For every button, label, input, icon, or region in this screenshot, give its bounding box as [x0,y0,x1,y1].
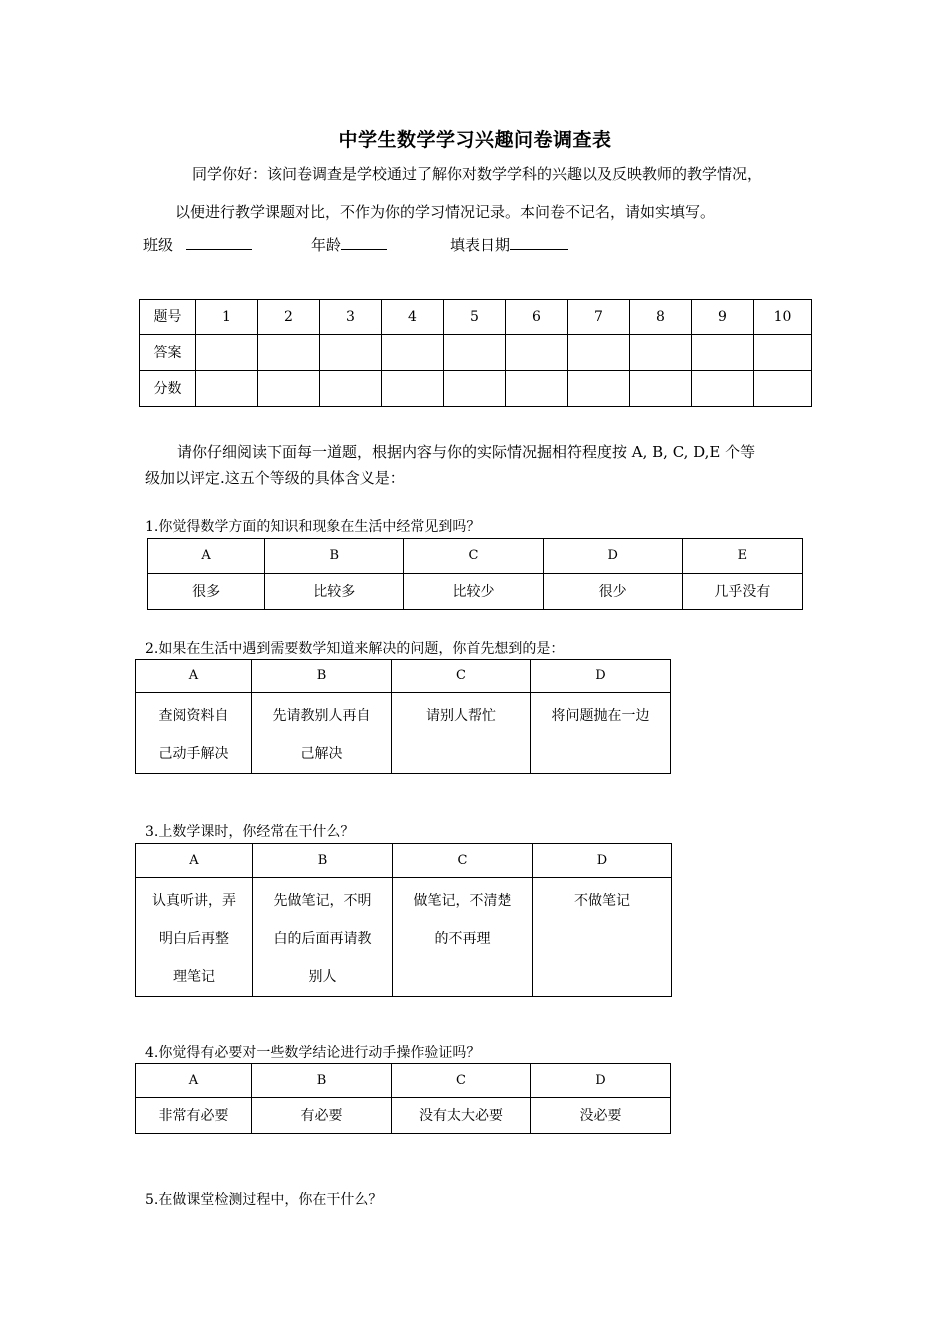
score-row-answer [140,335,812,371]
row-label: 分数 [140,371,196,407]
option-letter: B [265,539,404,574]
option-d-line-1: 不做笔记 [574,893,630,909]
option-c-line-1: 请别人帮忙 [426,708,496,724]
option-letter: C [393,844,533,878]
score-cell[interactable] [568,371,630,407]
option-letter: A [148,539,265,574]
option-c-line-2: 的不再理 [434,931,491,947]
option-b[interactable]: 比较多 [265,574,404,610]
option-letter-row [136,1064,671,1098]
option-letter-row [136,844,672,878]
score-cell[interactable] [630,371,692,407]
option-a[interactable] [136,693,252,774]
option-a[interactable]: 很多 [148,574,265,610]
score-cell[interactable] [444,371,506,407]
question-1-text: 1.你觉得数学方面的知识和现象在生活中经常见到吗？ [145,519,481,535]
score-cell[interactable] [258,371,320,407]
page-title: 中学生数学学习兴趣问卷调查表 [338,129,612,151]
number-cell: 4 [382,300,444,335]
option-text-row [136,878,672,997]
score-cell[interactable] [692,371,754,407]
date-input-line[interactable] [510,235,568,250]
score-cell[interactable] [506,371,568,407]
option-b-line-3: 别人 [308,969,337,985]
option-letter-row [148,539,803,574]
answer-cell[interactable] [320,335,382,371]
option-a[interactable] [136,878,253,997]
question-3-options [135,843,672,997]
answer-cell[interactable] [506,335,568,371]
option-c[interactable]: 比较少 [404,574,543,610]
option-c[interactable]: 没有太大必要 [392,1098,531,1134]
instructions-line-2: 级加以评定.这五个等级的具体含义是： [145,469,405,487]
option-text-row [136,693,671,774]
answer-cell[interactable] [444,335,506,371]
option-letter: A [136,844,253,878]
answer-cell[interactable] [258,335,320,371]
option-letter: C [392,1064,531,1098]
option-c[interactable] [392,693,531,774]
score-row-number [140,300,812,335]
option-letter: C [392,660,531,693]
option-b[interactable]: 有必要 [252,1098,392,1134]
option-text-row [136,1098,671,1134]
option-d-line-1: 将问题抛在一边 [551,708,650,724]
option-c[interactable] [393,878,533,997]
intro-line-1: 同学你好：该问卷调查是学校通过了解你对数学学科的兴趣以及反映教师的教学情况， [192,165,763,183]
score-table [139,299,812,407]
question-4-options [135,1063,671,1134]
score-cell[interactable] [382,371,444,407]
answer-cell[interactable] [382,335,444,371]
age-input-line[interactable] [341,235,387,250]
option-a-line-2: 己动手解决 [158,746,229,762]
option-b-line-2: 己解决 [300,746,343,762]
option-b-line-2: 白的后面再请教 [273,931,372,947]
age-label: 年龄 [311,236,342,254]
date-field [450,235,568,255]
option-a-line-3: 理笔记 [173,969,215,985]
class-field [143,235,252,255]
answer-cell[interactable] [754,335,812,371]
score-cell[interactable] [320,371,382,407]
option-b[interactable] [252,693,392,774]
option-letter: E [682,539,802,574]
number-cell: 2 [258,300,320,335]
option-a-line-1: 认真听讲，弄 [152,893,236,909]
number-cell: 8 [630,300,692,335]
age-field [311,235,387,255]
option-letter: C [404,539,543,574]
answer-cell[interactable] [568,335,630,371]
number-cell: 3 [320,300,382,335]
option-d[interactable] [533,878,672,997]
option-b-line-1: 先请教别人再自 [272,708,371,724]
option-letter-row [136,660,671,693]
question-5-text: 5.在做课堂检测过程中，你在干什么？ [145,1192,383,1208]
row-label: 答案 [140,335,196,371]
option-e[interactable]: 几乎没有 [682,574,802,610]
class-label: 班级 [143,236,174,254]
number-cell: 7 [568,300,630,335]
score-cell[interactable] [196,371,258,407]
option-letter: B [252,1064,392,1098]
option-c-line-1: 做笔记，不清楚 [413,893,512,909]
option-letter: B [253,844,393,878]
option-d[interactable] [531,693,671,774]
number-cell: 9 [692,300,754,335]
option-d[interactable]: 很少 [543,574,682,610]
option-letter: A [136,660,252,693]
option-a-line-2: 明白后再整 [159,931,229,947]
option-b-line-1: 先做笔记，不明 [273,893,372,909]
option-b[interactable] [253,878,393,997]
answer-cell[interactable] [196,335,258,371]
intro-line-2: 以便进行教学课题对比，不作为你的学习情况记录。本问卷不记名，请如实填写。 [175,203,716,221]
number-cell: 6 [506,300,568,335]
option-d[interactable]: 没必要 [531,1098,671,1134]
question-3-text: 3.上数学课时，你经常在干什么？ [145,824,355,840]
score-cell[interactable] [754,371,812,407]
option-letter: D [543,539,682,574]
option-a-line-1: 查阅资料自 [158,708,229,724]
option-letter: A [136,1064,252,1098]
class-input-line[interactable] [186,235,252,250]
question-4-text: 4.你觉得有必要对一些数学结论进行动手操作验证吗？ [145,1045,481,1061]
option-a[interactable]: 非常有必要 [136,1098,252,1134]
option-letter: B [252,660,392,693]
number-cell: 5 [444,300,506,335]
number-cell: 10 [754,300,812,335]
score-row-score [140,371,812,407]
instructions-line-1: 请你仔细阅读下面每一道题，根据内容与你的实际情况掘相符程度按 A, B, C, D,E 个等 [177,443,756,461]
date-label: 填表日期 [450,236,511,254]
option-text-row [148,574,803,610]
option-letter: D [531,660,671,693]
answer-cell[interactable] [692,335,754,371]
question-1-options [147,538,803,610]
question-2-options [135,659,671,774]
option-letter: D [533,844,672,878]
answer-cell[interactable] [630,335,692,371]
question-2-text: 2.如果在生活中遇到需要数学知道来解决的问题，你首先想到的是： [145,641,565,657]
option-letter: D [531,1064,671,1098]
row-label: 题号 [140,300,196,335]
number-cell: 1 [196,300,258,335]
